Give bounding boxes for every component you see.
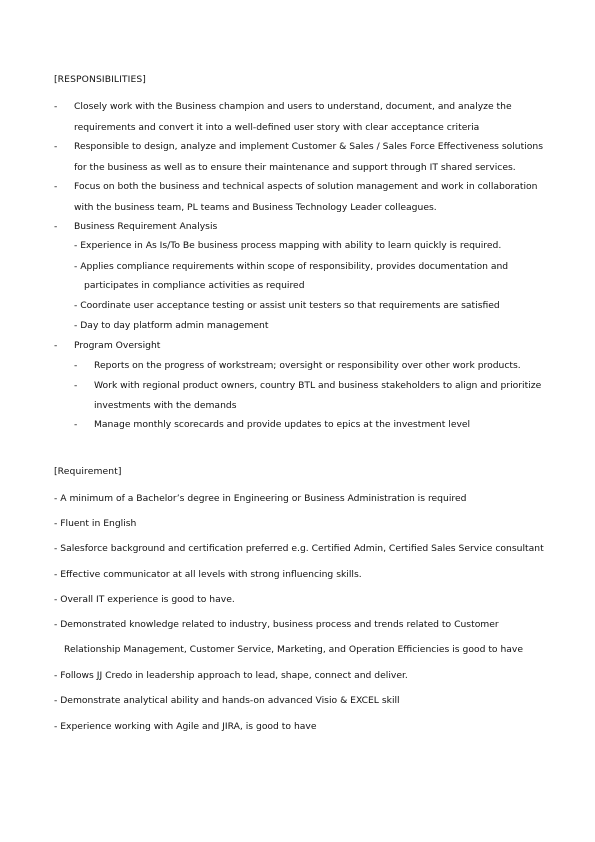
responsibility-line: Closely work with the Business champion and users to understand, document, and analyze the [74, 101, 512, 112]
sub-item-line: Reports on the progress of workstream; oversight or responsibility over other work products. [94, 360, 521, 371]
requirement-item: - Experience working with Agile and JIRA, is good to have [54, 721, 317, 732]
sub-item-line: - Day to day platform admin management [74, 320, 269, 331]
sub-item-line: participates in compliance activities as required [84, 280, 305, 291]
responsibility-line: requirements and convert it into a well-defined user story with clear acceptance criteria [74, 122, 480, 133]
sub-bullet-marker: - [74, 380, 78, 391]
sub-item-line: - Applies compliance requirements within scope of responsibility, provides documentation and [74, 261, 509, 272]
responsibility-title: Business Requirement Analysis [74, 221, 218, 232]
bullet-marker: - [54, 101, 58, 112]
bullet-marker: - [54, 340, 58, 351]
requirement-item: - Demonstrate analytical ability and hands-on advanced Visio & EXCEL skill [54, 695, 400, 706]
sub-item-line: Work with regional product owners, country BTL and business stakeholders to align and prioritize [94, 380, 542, 391]
responsibility-line: Focus on both the business and technical aspects of solution management and work in collaboration [74, 181, 538, 192]
requirement-heading: [Requirement] [54, 466, 122, 477]
requirement-item-continuation: Relationship Management, Customer Service, Marketing, and Operation Efficiencies is good to have [64, 644, 524, 655]
requirement-item: - Demonstrated knowledge related to industry, business process and trends related to Customer [54, 619, 499, 630]
sub-item-line: Manage monthly scorecards and provide updates to epics at the investment level [94, 419, 471, 430]
bullet-marker: - [54, 141, 58, 152]
bullet-marker: - [54, 181, 58, 192]
bullet-marker: - [54, 221, 58, 232]
sub-item-line: - Experience in As Is/To Be business process mapping with ability to learn quickly is required. [74, 240, 502, 251]
responsibility-title: Program Oversight [74, 340, 161, 351]
requirement-item: - Follows JJ Credo in leadership approach to lead, shape, connect and deliver. [54, 670, 408, 681]
requirement-item: - A minimum of a Bachelor’s degree in Engineering or Business Administration is required [54, 493, 467, 504]
responsibility-line: for the business as well as to ensure their maintenance and support through IT shared services. [74, 162, 516, 173]
responsibilities-heading: [RESPONSIBILITIES] [54, 74, 146, 85]
sub-bullet-marker: - [74, 419, 78, 430]
requirement-item: - Fluent in English [54, 518, 137, 529]
requirement-item: - Salesforce background and certification preferred e.g. Certified Admin, Certified Sales Service consultant [54, 543, 544, 554]
sub-bullet-marker: - [74, 360, 78, 371]
sub-item-line: investments with the demands [94, 400, 237, 411]
responsibility-line: with the business team, PL teams and Business Technology Leader colleagues. [74, 202, 437, 213]
responsibility-line: Responsible to design, analyze and implement Customer & Sales / Sales Force Effectiveness solutions [74, 141, 544, 152]
requirement-item: - Effective communicator at all levels with strong influencing skills. [54, 569, 362, 580]
requirement-item: - Overall IT experience is good to have. [54, 594, 235, 605]
sub-item-line: - Coordinate user acceptance testing or assist unit testers so that requirements are satisfied [74, 300, 500, 311]
